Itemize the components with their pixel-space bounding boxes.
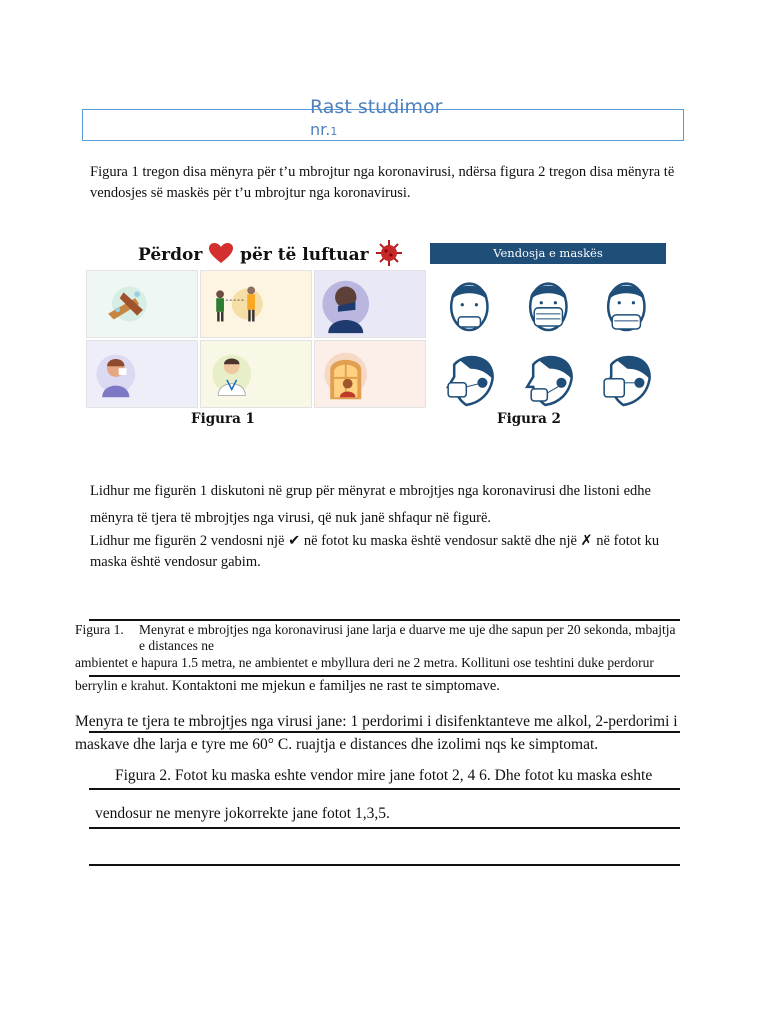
question-1: Lidhur me figurën 1 diskutoni në grup për mënyrat e mbrojtjes nga koronavirusi dhe listoni edhe mënyra të tjera të mbrojtjes nga virusi, që nuk janë shfaqur në figurë. [90, 483, 651, 526]
virus-icon [375, 239, 403, 267]
figure1-image-grid [86, 270, 426, 408]
mask-profile-6 [587, 344, 666, 420]
figure2-caption: Figura 2 [497, 411, 561, 427]
figure2-image-grid [430, 268, 666, 408]
stay-home-illustration [314, 340, 426, 408]
heart-icon [208, 242, 234, 264]
social-distancing-illustration [200, 270, 312, 338]
mask-face-3 [587, 268, 666, 344]
answer-rule-5 [89, 827, 680, 829]
answer-rule-6 [89, 864, 680, 866]
answer-3-line1: Figura 2. Fotot ku maska eshte vendor mire jane fotot 2, 4 6. Dhe fotot ku maska eshte [115, 767, 653, 784]
figure1-heading: Përdor për të luftuar [138, 239, 403, 267]
question-2: Lidhur me figurën 2 vendosni një ✔ në fotot ku maska është vendosur saktë dhe një ✗ në fotot ku maska është vendosur gabim. [90, 533, 660, 570]
answer-1-label: Figura 1. [75, 622, 124, 637]
mask-profile-5 [509, 344, 588, 420]
mask-face-2 [509, 268, 588, 344]
answer-rule-2 [89, 675, 680, 677]
cough-elbow-illustration [314, 270, 426, 338]
figure2-title-bar: Vendosja e maskës [430, 243, 666, 264]
doctor-illustration [200, 340, 312, 408]
figure1-caption: Figura 1 [191, 411, 255, 427]
mask-profile-4 [430, 344, 509, 420]
handwashing-illustration [86, 270, 198, 338]
answer-3-line2: vendosur ne menyre jokorrekte jane fotot 1,3,5. [95, 805, 390, 822]
sneeze-tissue-illustration [86, 340, 198, 408]
answer-1-text: Menyrat e mbrojtjes nga koronavirusi jane larja e duarve me uje dhe sapun per 20 sekonda, mbajtja e distances ne [139, 622, 676, 653]
document-title-number: nr.1 [310, 120, 338, 139]
answer-rule-4 [89, 788, 680, 790]
document-title: Rast studimor [310, 96, 443, 118]
answer-2-text: Menyra te tjera te mbrojtjes nga virusi jane: 1 perdorimi i disifenktanteve me alkol, 2-perdorimi i maskave dhe larja e tyre me 60° C. ruajtja e distances dhe izolimi nqs ke simptomat. [75, 713, 678, 753]
intro-paragraph: Figura 1 tregon disa mënyra për t’u mbrojtur nga koronavirusi, ndërsa figura 2 tregon disa mënyra të vendosjes së maskës për t’u mbrojtur nga koronavirusi. [90, 164, 675, 201]
mask-face-1 [430, 268, 509, 344]
answer-1-line3: berrylin e krahut. Kontaktoni me mjekun e familjes ne rast te simptomave. [75, 678, 500, 694]
answer-rule-1 [89, 619, 680, 621]
answer-1-line2: ambientet e hapura 1.5 metra, ne ambientet e mbyllura deri ne 2 metra. Kollituni ose teshtini duke perdorur [75, 655, 654, 670]
